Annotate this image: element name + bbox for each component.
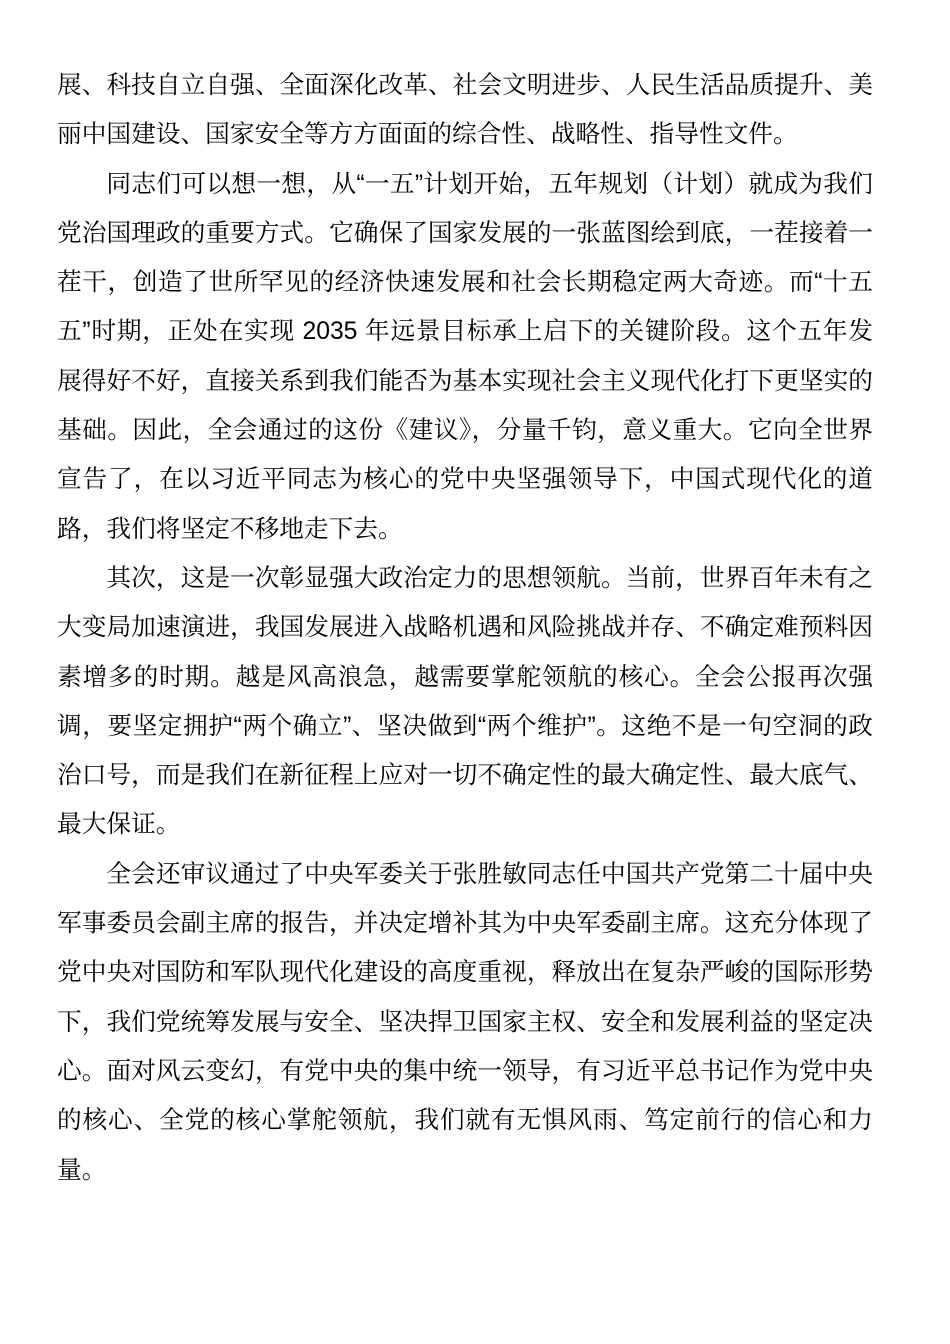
document-text-block xyxy=(57,61,873,1195)
paragraph-guiding-documents-continuation: 展、科技自立自强、全面深化改革、社会文明进步、人民生活品质提升、美丽中国建设、国家安全等方方面面的综合性、战略性、指导性文件。 xyxy=(57,72,873,149)
paragraph-five-year-plan: 同志们可以想一想，从“一五”计划开始，五年规划（计划）就成为我们党治国理政的重要方式。它确保了国家发展的一张蓝图绘到底，一茬接着一茬干，创造了世所罕见的经济快速发展和社会长期稳定两大奇迹。而“十五五”时期，正处在实现 2035 年远景目标承上启下的关键阶段。这个五年发展得好不好，直接关系到我们能否为基本实现社会主义现代化打下更坚实的基础。因此，全会通过的这份《建议》，分量千钧，意义重大。它向全世界宣告了，在以习近平同志为核心的党中央坚强领导下，中国式现代化的道路，我们将坚定不移地走下去。 xyxy=(57,170,873,543)
paragraph-political-resolve: 其次，这是一次彰显强大政治定力的思想领航。当前，世界百年未有之大变局加速演进，我国发展进入战略机遇和风险挑战并存、不确定难预料因素增多的时期。越是风高浪急，越需要掌舵领航的核心。全会公报再次强调，要坚定拥护“两个确立”、坚决做到“两个维护”。这绝不是一句空洞的政治口号，而是我们在新征程上应对一切不确定性的最大确定性、最大底气、最大保证。 xyxy=(57,564,873,839)
paragraph-cmc-vice-chairman: 全会还审议通过了中央军委关于张胜敏同志任中国共产党第二十届中央军事委员会副主席的报告，并决定增补其为中央军委副主席。这充分体现了党中央对国防和军队现代化建设的高度重视，释放出在复杂严峻的国际形势下，我们党统筹发展与安全、坚决捍卫国家主权、安全和发展利益的坚定决心。面对风云变幻，有党中央的集中统一领导，有习近平总书记作为党中央的核心、全党的核心掌舵领航，我们就有无惧风雨、笃定前行的信心和力量。 xyxy=(57,860,873,1184)
